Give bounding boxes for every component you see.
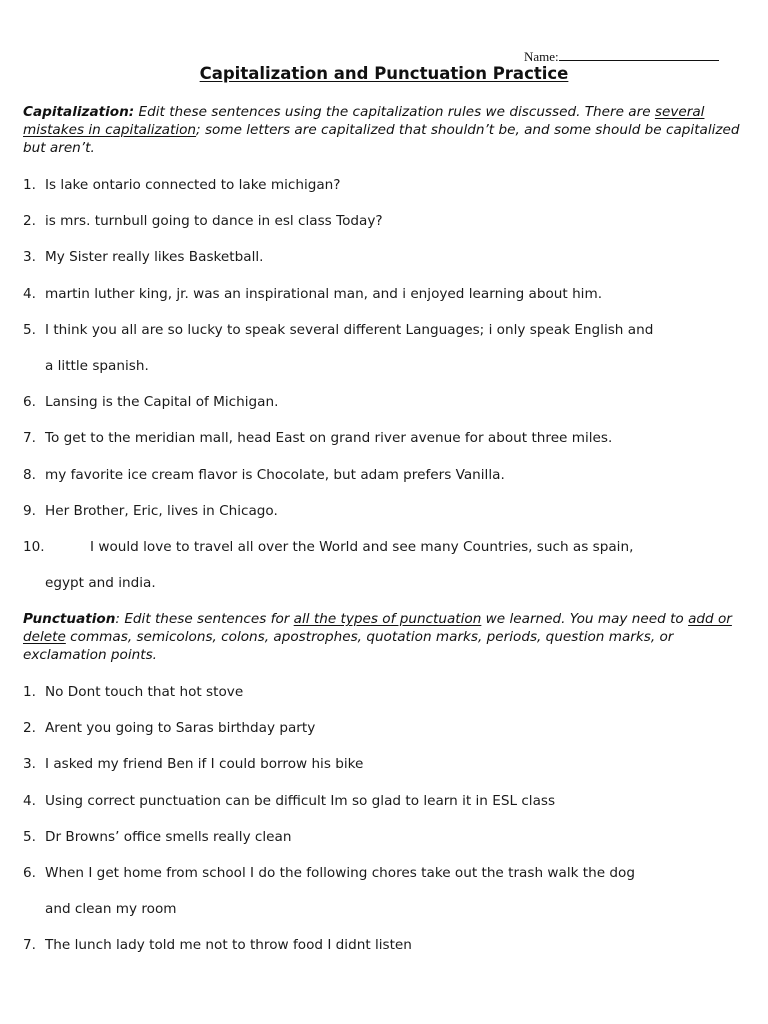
item-text: Dr Browns’ office smells really clean bbox=[45, 828, 292, 845]
punctuation-underlined-2: add or delete bbox=[23, 611, 732, 645]
item-text: No Dont touch that hot stove bbox=[45, 684, 244, 700]
item-number: 8. bbox=[23, 466, 36, 483]
item-text: The lunch lady told me not to throw food I didnt listen bbox=[45, 937, 412, 954]
item-text: Using correct punctuation can be difficult Im so glad to learn it in ESL class bbox=[45, 792, 556, 809]
item-text: To get to the meridian mall, head East on grand river avenue for about three miles. bbox=[45, 430, 613, 447]
list-item bbox=[23, 819, 743, 855]
capitalization-text-a: Edit these sentences using the capitalization rules we discussed. There are bbox=[134, 104, 655, 120]
name-field[interactable] bbox=[524, 48, 719, 65]
item-number: 6. bbox=[23, 865, 36, 882]
item-text-continued: egypt and india. bbox=[45, 575, 156, 592]
punctuation-text-c: commas, semicolons, colons, apostrophes, quotation marks, periods, question marks, or exclamation points. bbox=[23, 629, 674, 663]
punctuation-list bbox=[23, 674, 743, 964]
capitalization-text-b: ; some letters are capitalized that shouldn’t be, and some should be capitalized but aren’t. bbox=[23, 122, 740, 156]
punctuation-text-b: we learned. You may need to bbox=[481, 611, 689, 627]
list-item bbox=[23, 457, 743, 493]
list-item bbox=[23, 855, 743, 927]
item-text: I would love to travel all over the World and see many Countries, such as spain, bbox=[90, 539, 634, 556]
item-number: 10. bbox=[23, 539, 45, 556]
list-item bbox=[23, 783, 743, 819]
list-item bbox=[23, 927, 743, 963]
item-text-continued: a little spanish. bbox=[45, 358, 149, 375]
item-number: 3. bbox=[23, 249, 36, 266]
item-text: my favorite ice cream flavor is Chocolate, but adam prefers Vanilla. bbox=[45, 466, 505, 483]
item-text: I think you all are so lucky to speak several different Languages; i only speak English and bbox=[45, 321, 654, 338]
item-text: martin luther king, jr. was an inspirational man, and i enjoyed learning about him. bbox=[45, 285, 603, 302]
punctuation-instructions bbox=[23, 610, 743, 664]
list-item bbox=[23, 493, 743, 529]
list-item bbox=[23, 384, 743, 420]
item-number: 2. bbox=[23, 720, 36, 737]
item-number: 1. bbox=[23, 684, 36, 700]
punctuation-underlined-1: all the types of punctuation bbox=[293, 611, 482, 627]
list-item bbox=[23, 710, 743, 746]
punctuation-label: Punctuation bbox=[23, 611, 116, 627]
item-text: Is lake ontario connected to lake michigan? bbox=[45, 177, 341, 193]
page-title: Capitalization and Punctuation Practice bbox=[199, 64, 569, 83]
item-number: 2. bbox=[23, 213, 36, 230]
list-item bbox=[23, 529, 743, 601]
item-number: 4. bbox=[23, 792, 36, 809]
item-number: 7. bbox=[23, 937, 36, 954]
list-item bbox=[23, 674, 743, 710]
name-label: Name: bbox=[524, 49, 559, 64]
list-item bbox=[23, 420, 743, 456]
list-item bbox=[23, 167, 743, 203]
list-item bbox=[23, 203, 743, 239]
item-number: 5. bbox=[23, 828, 36, 845]
capitalization-instructions bbox=[23, 103, 743, 157]
item-text: I asked my friend Ben if I could borrow his bike bbox=[45, 756, 364, 773]
item-number: 6. bbox=[23, 394, 36, 411]
name-blank-line[interactable] bbox=[559, 48, 719, 61]
list-item bbox=[23, 239, 743, 275]
item-text: is mrs. turnbull going to dance in esl class Today? bbox=[45, 213, 383, 230]
item-number: 1. bbox=[23, 177, 36, 193]
item-text: My Sister really likes Basketball. bbox=[45, 249, 264, 266]
item-number: 4. bbox=[23, 285, 36, 302]
item-text: When I get home from school I do the following chores take out the trash walk the dog bbox=[45, 865, 636, 882]
capitalization-label: Capitalization: bbox=[23, 104, 135, 120]
list-item bbox=[23, 312, 743, 384]
list-item bbox=[23, 276, 743, 312]
punctuation-text-a: : Edit these sentences for bbox=[115, 611, 294, 627]
item-text-continued: and clean my room bbox=[45, 901, 177, 918]
capitalization-list bbox=[23, 167, 743, 601]
item-number: 7. bbox=[23, 430, 36, 447]
item-number: 5. bbox=[23, 321, 36, 338]
list-item bbox=[23, 746, 743, 782]
item-number: 9. bbox=[23, 502, 36, 519]
item-number: 3. bbox=[23, 756, 36, 773]
capitalization-underlined: several mistakes in capitalization bbox=[23, 104, 705, 138]
item-text: Arent you going to Saras birthday party bbox=[45, 720, 316, 737]
item-text: Lansing is the Capital of Michigan. bbox=[45, 394, 279, 411]
item-text: Her Brother, Eric, lives in Chicago. bbox=[45, 502, 278, 519]
